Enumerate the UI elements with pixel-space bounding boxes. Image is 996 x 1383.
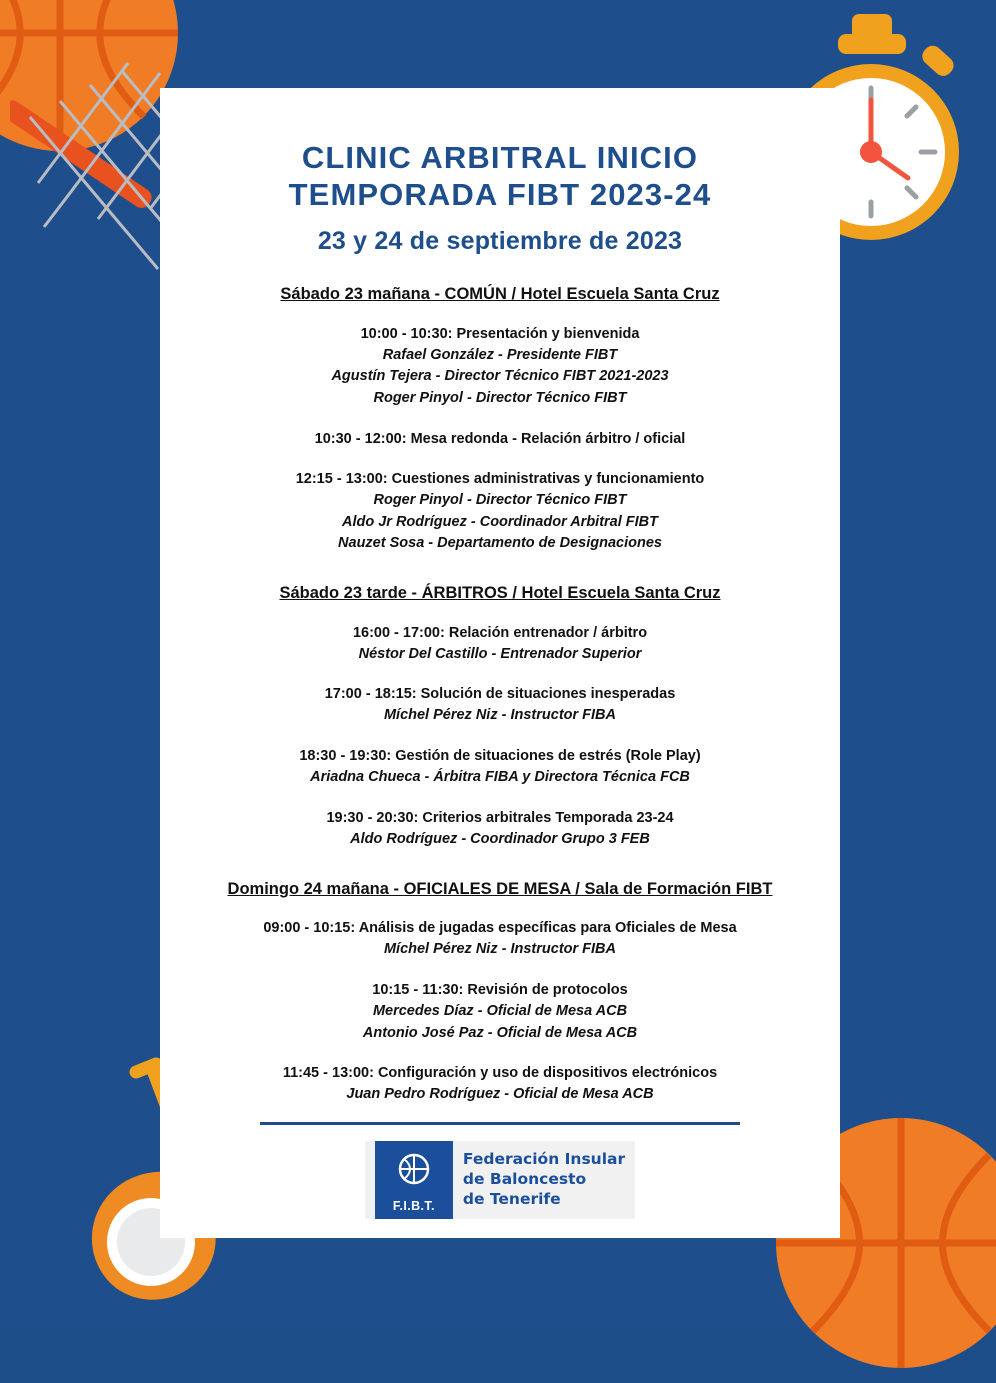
slot-time-title: 10:15 - 11:30: Revisión de protocolos	[372, 981, 628, 998]
schedule-slot	[188, 623, 812, 666]
page-title-line2: TEMPORADA FIBT 2023-24	[288, 176, 712, 212]
slot-time-title: 11:45 - 13:00: Configuración y uso de dispositivos electrónicos	[282, 1065, 718, 1082]
slot-speaker: Rafael González - Presidente FIBT	[382, 346, 618, 363]
slot-speaker: Nauzet Sosa - Departamento de Designaciones	[338, 535, 662, 552]
slot-speaker: Néstor Del Castillo - Entrenador Superior	[358, 645, 642, 662]
slot-time-title: 09:00 - 10:15: Análisis de jugadas específicas para Oficiales de Mesa	[263, 920, 737, 937]
section-heading: Sábado 23 mañana - COMÚN / Hotel Escuela Santa Cruz	[280, 285, 720, 304]
slot-speaker: Agustín Tejera - Director Técnico FIBT 2021-2023	[331, 368, 669, 385]
section-heading: Sábado 23 tarde - ÁRBITROS / Hotel Escuela Santa Cruz	[279, 584, 721, 603]
schedule-section	[188, 879, 812, 1106]
logo-wordmark	[453, 1150, 625, 1209]
schedule-slot	[188, 918, 812, 961]
slot-time-title: 10:00 - 10:30: Presentación y bienvenida	[360, 325, 640, 342]
federation-logo	[365, 1141, 635, 1219]
schedule-section	[188, 284, 812, 555]
divider	[260, 1122, 740, 1125]
schedule-section	[188, 583, 812, 851]
slot-time-title: 19:30 - 20:30: Criterios arbitrales Temporada 23-24	[326, 809, 674, 826]
slot-speaker: Roger Pinyol - Director Técnico FIBT	[373, 491, 627, 508]
page-subtitle: 23 y 24 de septiembre de 2023	[317, 227, 683, 256]
slot-speaker: Ariadna Chueca - Árbitra FIBA y Directora Técnica FCB	[310, 769, 690, 786]
logo-mark	[375, 1141, 453, 1219]
slot-speaker: Míchel Pérez Niz - Instructor FIBA	[383, 941, 617, 958]
slot-time-title: 18:30 - 19:30: Gestión de situaciones de estrés (Role Play)	[299, 748, 701, 765]
schedule-slot	[188, 746, 812, 789]
slot-time-title: 12:15 - 13:00: Cuestiones administrativas y funcionamiento	[295, 470, 705, 487]
slot-time-title: 16:00 - 17:00: Relación entrenador / árbitro	[352, 624, 648, 641]
logo-line-3: de Tenerife	[462, 1190, 561, 1209]
page-title-line1: CLINIC ARBITRAL INICIO	[301, 140, 699, 175]
logo-line-2: de Baloncesto	[462, 1170, 587, 1189]
schedule-slot	[188, 1063, 812, 1106]
section-heading: Domingo 24 mañana - OFICIALES DE MESA / Sala de Formación FIBT	[227, 879, 773, 898]
page-title	[188, 140, 812, 213]
logo-acronym: F.I.B.T.	[392, 1199, 435, 1214]
slot-time-title: 17:00 - 18:15: Solución de situaciones inesperadas	[324, 686, 676, 703]
schedule-slot	[188, 469, 812, 555]
slot-speaker: Antonio José Paz - Oficial de Mesa ACB	[362, 1024, 638, 1041]
schedule-slot	[188, 808, 812, 851]
slot-speaker: Aldo Rodríguez - Coordinador Grupo 3 FEB	[350, 830, 650, 847]
basketball-icon	[394, 1151, 434, 1191]
slot-speaker: Aldo Jr Rodríguez - Coordinador Arbitral FIBT	[341, 513, 659, 530]
slot-speaker: Mercedes Díaz - Oficial de Mesa ACB	[372, 1002, 628, 1019]
schedule-slot	[188, 324, 812, 410]
slot-speaker: Juan Pedro Rodríguez - Oficial de Mesa ACB	[346, 1086, 654, 1103]
slot-time-title: 10:30 - 12:00: Mesa redonda - Relación árbitro / oficial	[314, 430, 686, 447]
title-block	[188, 140, 812, 256]
poster-sheet	[160, 88, 840, 1238]
schedule-slot	[188, 980, 812, 1045]
slot-speaker: Roger Pinyol - Director Técnico FIBT	[373, 390, 627, 407]
schedule-slot	[188, 684, 812, 727]
slot-speaker: Míchel Pérez Niz - Instructor FIBA	[383, 707, 617, 724]
schedule-slot	[188, 429, 812, 450]
logo-line-1: Federación Insular	[462, 1150, 626, 1169]
